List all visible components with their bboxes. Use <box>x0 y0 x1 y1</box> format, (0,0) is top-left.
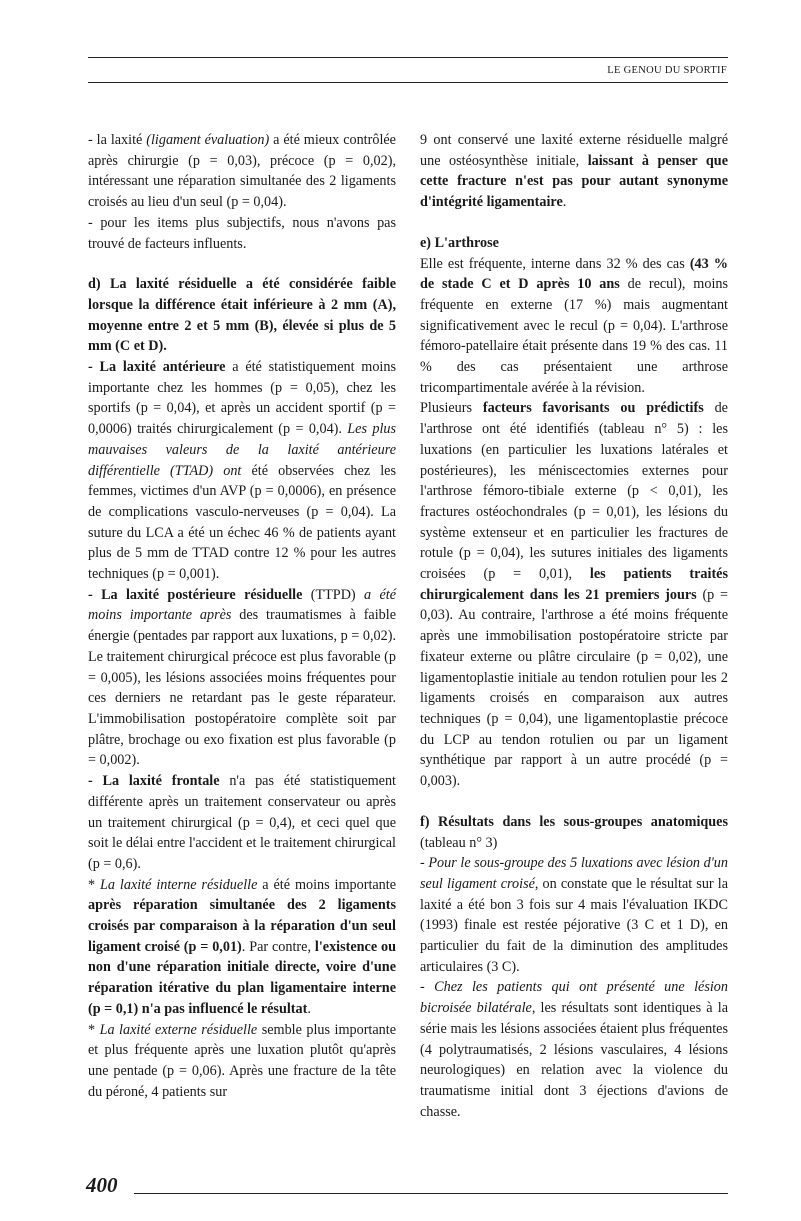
header-rule-top <box>88 57 728 58</box>
section-heading-residual-laxity: d) La laxité résiduelle a été considérée faible lorsque la différence était inférieure à 2 mm (A), moyenne entre 2 et 5 mm (B), élevée si plus de 5 mm (C et D). <box>88 276 396 355</box>
paragraph-external-laxity: * La laxité externe résiduelle semble plus importante et plus fréquente après une luxation plutôt qu'après une pentade (p = 0,06). Après une fracture de la tête du péroné, 4 patients sur <box>88 1021 396 1100</box>
paragraph-anterior-laxity: - La laxité antérieure a été statistiquement moins importante chez les hommes (p = 0,05), chez les sportifs (p = 0,04), et après un accident sportif (p = 0,0006) traités chirurgicalement (p = 0,04). Les plus mauvaises valeurs de la laxité antérieure différentielle (TTAD) ont été observées chez les femmes, victimes d'un AVP (p = 0,0006), en présence de complications vasculo-nerveuses (p = 0,04). La suture du LCA a été un échec 46 % de patients ayant plus de 5 mm de TTAD contre 12 % pour les autres techniques (p = 0,001). <box>88 359 397 583</box>
footer-rule <box>134 1193 728 1194</box>
section-heading-arthrosis: e) L'arthrose <box>420 234 499 251</box>
paragraph-subgroup-luxations: - Pour le sous-groupe des 5 luxations avec lésion d'un seul ligament croisé, on constate que le résultat sur la laxité a été bon 3 fois sur 4 mais l'évaluation IKDC (1993) finale est restée péjorative (3 C et 1 D), en particulier du fait de la diminution des amplitudes articulaires (3 C). <box>420 855 728 975</box>
section-heading-subgroups: f) Résultats dans les sous-groupes anatomiques (tableau n° 3) <box>420 813 728 851</box>
paragraph-frontal-laxity: - La laxité frontale n'a pas été statistiquement différente après un traitement conservateur ou après un traitement chirurgical (p = 0,4), et ceci quel que soit le délai entre l'accident et le traitement chirurgical (p = 0,6). <box>88 773 396 872</box>
header-rule-bottom <box>88 82 728 83</box>
paragraph-ligament-evaluation: - la laxité (ligament évaluation) a été mieux contrôlée après chirurgie (p = 0,03), précoce (p = 0,02), intéressant une réparation simultanée des 2 ligaments croisés au lieu d'un seul (p = 0,04). <box>88 132 396 211</box>
paragraph-internal-laxity: * La laxité interne résiduelle a été moins importante après réparation simultanée des 2 ligaments croisés par comparaison à la réparation d'un seul ligament croisé (p = 0,01). Par contre, l'existence ou non d'une réparation initiale directe, voire d'une réparation itérative du plan ligamentaire interne (p = 0,1) n'a pas influencé le résultat. <box>88 876 397 1017</box>
paragraph-subgroup-bicruciate: - Chez les patients qui ont présenté une lésion bicroisée bilatérale, les résultats sont identiques à la série mais les lésions associées étaient plus fréquentes (4 polytraumatisés, 2 lésions vasculaires, 4 lésions neurologiques) en relation avec la violence du traumatisme initial dont 3 éjections d'avions de chasse. <box>420 979 728 1120</box>
right-column <box>420 130 728 1122</box>
paragraph-subjective-items: - pour les items plus subjectifs, nous n'avons pas trouvé de facteurs influents. <box>88 214 396 252</box>
page-number: 400 <box>86 1173 118 1197</box>
left-column <box>88 130 396 1102</box>
running-header: LE GENOU DU SPORTIF <box>607 65 727 76</box>
paragraph-arthrosis-factors: Plusieurs facteurs favorisants ou prédictifs de l'arthrose ont été identifiés (tableau n° 5) : les luxations (en particulier les luxations latérales et postérieures), les méniscectomies externes pour l'arthrose fémoro-tibiale externe (p < 0,01), les fractures ostéochondrales (p = 0,01), les lésions du système extenseur et en particulier les fractures de rotule (p = 0,04), les sutures initiales des ligaments croisées (p = 0,01), les patients traités chirurgicalement dans les 21 premiers jours (p = 0,03). Au contraire, l'arthrose a été moins fréquente après une immobilisation postopératoire stricte par fixateur externe ou plâtre circulaire (p = 0,02), une ligamentoplastie initiale au tendon rotulien pour les 2 ligaments croisés en comparaison aux autres techniques (p = 0,04), une ligamentoplastie précoce du LCP au tendon rotulien ou par un ligament synthétique par rapport à un autre procédé (p = 0,003). <box>420 400 729 790</box>
paragraph-posterior-laxity: - La laxité postérieure résiduelle (TTPD) a été moins importante après des traumatismes à faible énergie (pentades par rapport aux luxations, p = 0,02). Le traitement chirurgical précoce est plus favorable (p = 0,005), les lésions associées moins fréquentes pour ces derniers ne retardant pas le geste réparateur. L'immobilisation postopératoire complète soit par plâtre, brochage ou exo fixation est plus favorable (p = 0,002). <box>88 586 396 769</box>
paragraph-arthrosis-frequency: Elle est fréquente, interne dans 32 % des cas (43 % de stade C et D après 10 ans de recul), moins fréquente en externe (17 %) mais augmentant significativement avec le recul (p = 0,04). L'arthrose fémoro-patellaire était présente dans 19 % des cas. 11 % des cas présentaient une arthrose tricompartimentale avérée à la révision. <box>420 255 728 396</box>
paragraph-external-laxity-cont: 9 ont conservé une laxité externe résiduelle malgré une ostéosynthèse initiale, laissant à penser que cette fracture n'est pas pour autant synonyme d'intégrité ligamentaire. <box>420 132 728 211</box>
